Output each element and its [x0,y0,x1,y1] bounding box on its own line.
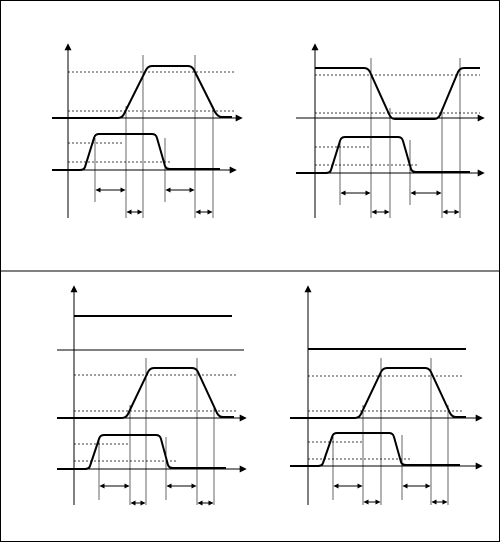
panel-bottom-right [290,286,482,505]
input-waveform [290,433,460,466]
input-waveform [57,435,226,469]
panel-bottom-left [57,286,246,505]
output-waveform [52,66,232,118]
input-waveform [296,137,470,173]
panel-top-right [296,44,484,218]
panel-top-left [52,44,242,218]
output-waveform [57,368,234,418]
output-waveform [290,368,466,418]
output-waveform [315,68,480,119]
